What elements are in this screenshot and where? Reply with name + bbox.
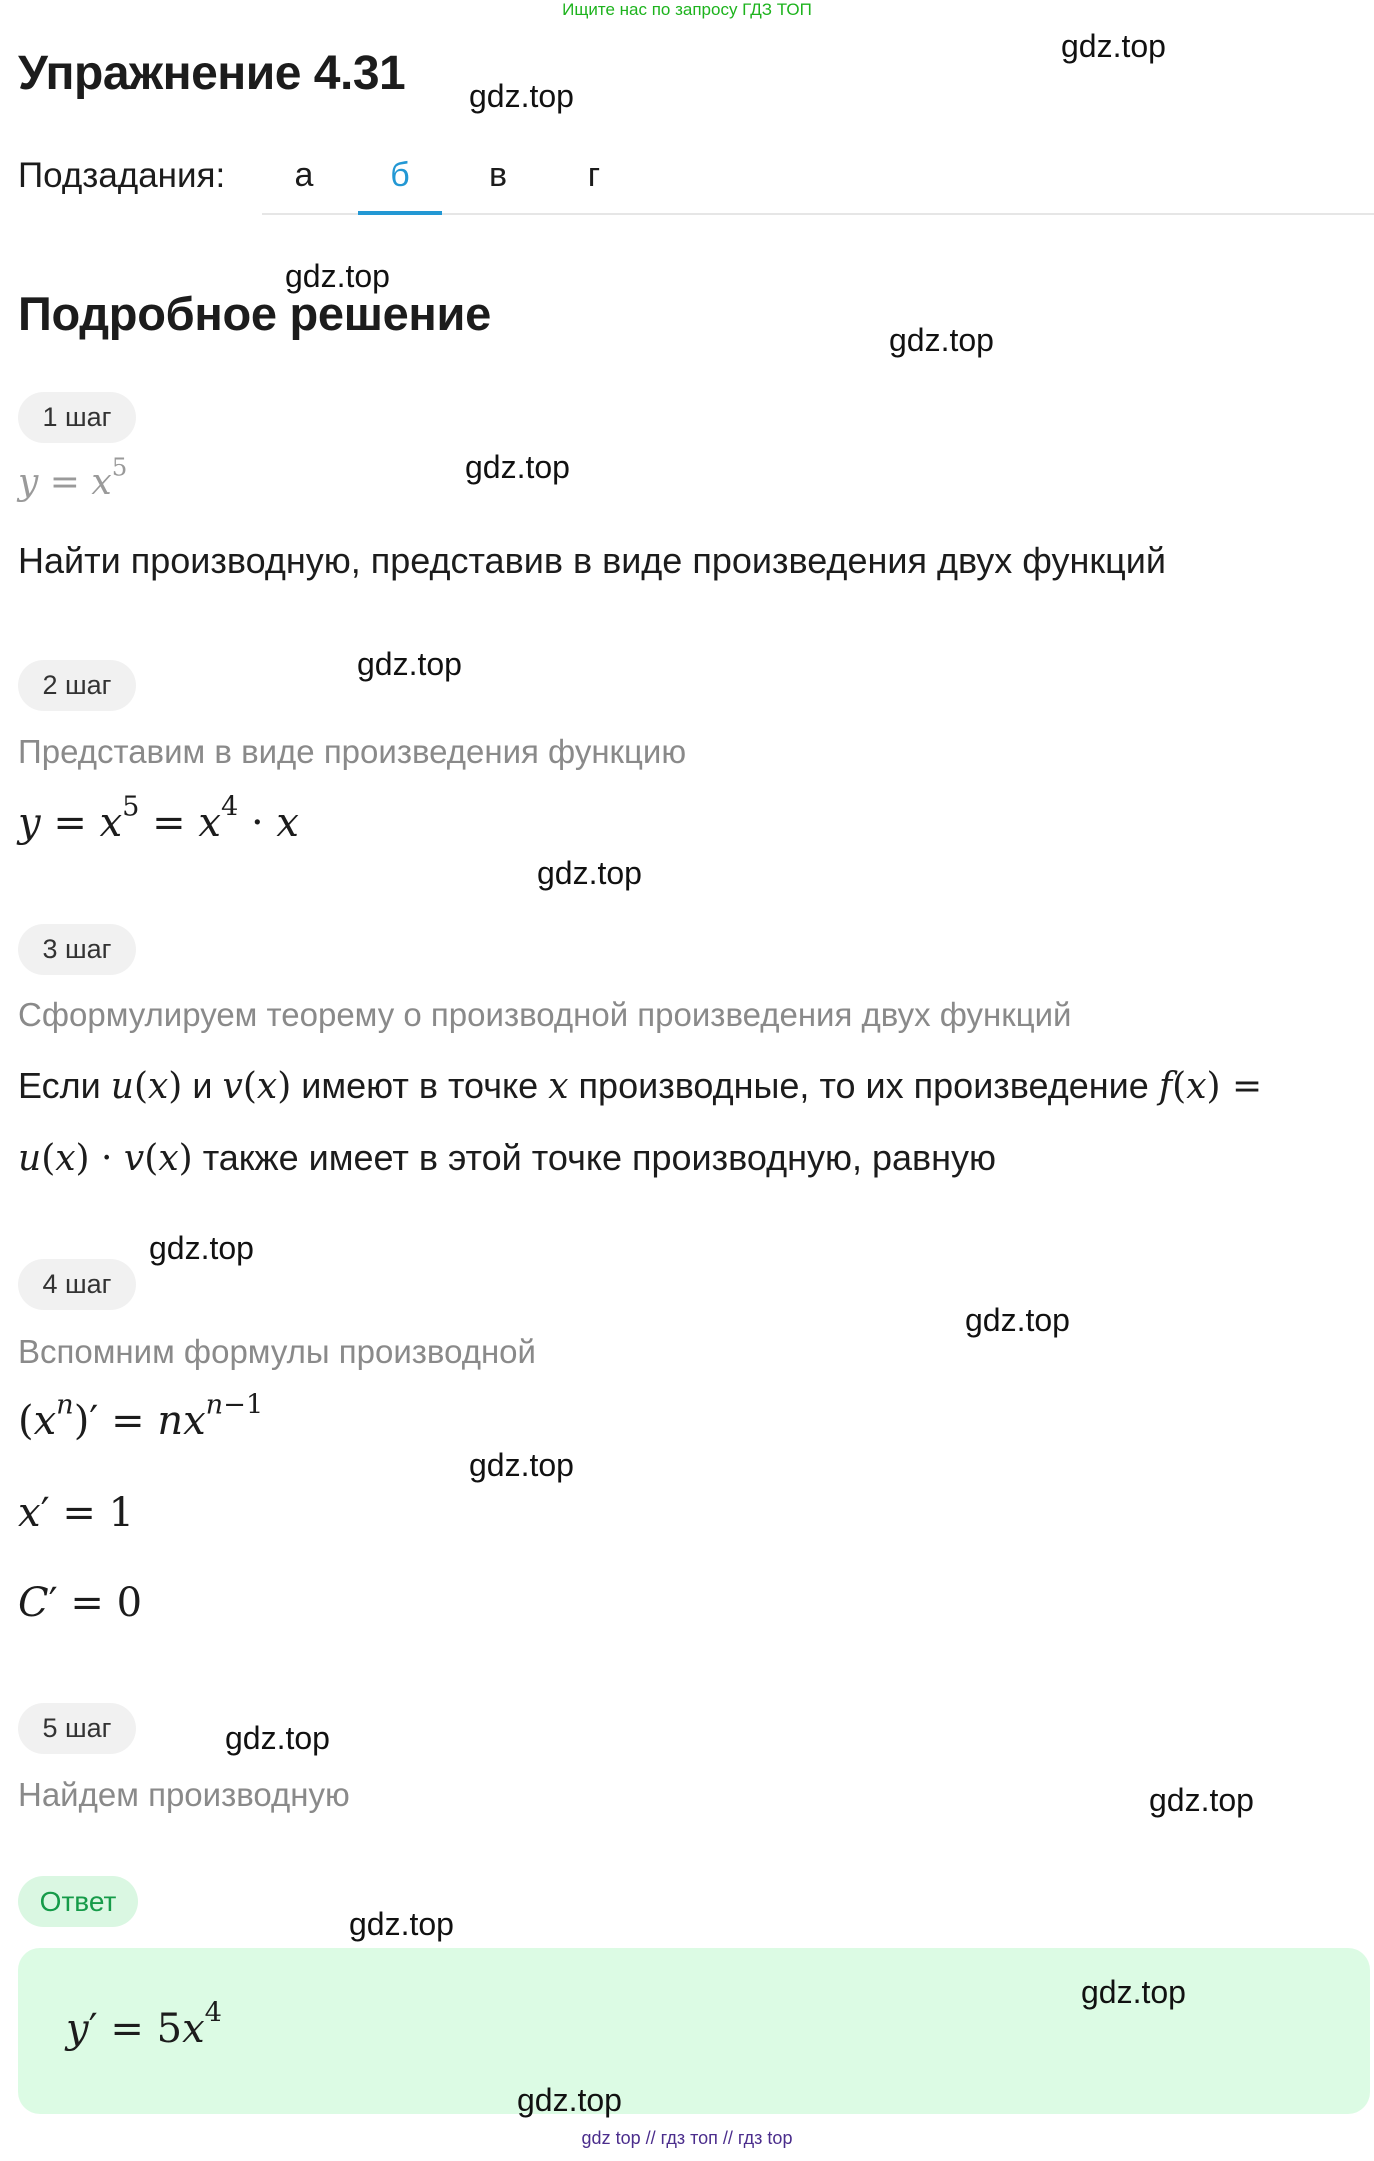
watermark: gdz.top xyxy=(1081,1974,1186,2010)
tab-g[interactable]: г xyxy=(587,156,601,194)
watermark: gdz.top xyxy=(149,1230,254,1266)
step-3-badge: 3 шаг xyxy=(18,924,136,975)
active-tab-indicator xyxy=(358,211,442,215)
step-2-formula: $y = x^5 = x^4 \cdot x$ xyxy=(18,791,299,846)
step-1-formula: $y = x^5$ xyxy=(18,452,128,503)
search-hint: Ищите нас по запросу ГДЗ ТОП xyxy=(562,0,812,19)
theorem-math: u(x) · v(x) xyxy=(18,1138,193,1179)
step-4-badge: 4 шаг xyxy=(18,1259,136,1310)
step-5-badge: 5 шаг xyxy=(18,1703,136,1754)
derivative-of-constant-formula: C′ = 0 xyxy=(18,1580,143,1626)
step-4-caption: Вспомним формулы производной xyxy=(18,1333,536,1370)
theorem-math: x xyxy=(548,1066,569,1107)
watermark: gdz.top xyxy=(965,1302,1070,1338)
derivative-of-x-formula: x′ = 1 xyxy=(18,1490,135,1536)
tab-a[interactable]: а xyxy=(294,156,314,194)
step-2-caption: Представим в виде произведения функцию xyxy=(18,733,687,770)
step-5-caption: Найдем производную xyxy=(18,1776,350,1813)
watermark: gdz.top xyxy=(537,855,642,891)
theorem-math: u(x) xyxy=(110,1066,183,1107)
watermark: gdz.top xyxy=(349,1906,454,1942)
footer-links: gdz top // гдз топ // гдз top xyxy=(581,2128,793,2148)
watermark: gdz.top xyxy=(465,449,570,485)
theorem-text: Если xyxy=(18,1065,101,1106)
theorem-text: имеют в точке xyxy=(301,1065,539,1106)
theorem-text: и xyxy=(192,1065,213,1106)
step-2-badge: 2 шаг xyxy=(18,660,136,711)
watermark: gdz.top xyxy=(285,258,390,294)
answer-formula: $y' = 5x^4$ xyxy=(66,1997,222,2052)
theorem-text: также имеет в этой точке производную, равную xyxy=(202,1137,997,1178)
theorem-math: f(x) = xyxy=(1158,1066,1263,1107)
watermark: gdz.top xyxy=(225,1720,330,1756)
step-3-theorem-line-2 xyxy=(18,1137,996,1179)
step-1-text: Найти производную, представив в виде произведения двух функций xyxy=(18,540,1166,581)
step-3-caption: Сформулируем теорему о производной произведения двух функций xyxy=(18,996,1072,1033)
step-3-theorem-line-1 xyxy=(18,1065,1262,1107)
watermark: gdz.top xyxy=(1149,1782,1254,1818)
step-1-badge: 1 шаг xyxy=(18,392,136,443)
tab-b[interactable]: б xyxy=(390,156,410,194)
watermark: gdz.top xyxy=(889,322,994,358)
answer-badge: Ответ xyxy=(18,1876,138,1927)
page-title: Упражнение 4.31 xyxy=(18,47,406,100)
section-title: Подробное решение xyxy=(18,287,491,340)
theorem-math: v(x) xyxy=(222,1066,292,1107)
watermark: gdz.top xyxy=(1061,28,1166,64)
tab-v[interactable]: в xyxy=(488,156,508,194)
power-rule-formula: $(x^n)' = nx^{n-1}$ xyxy=(18,1389,264,1444)
subtasks-label: Подзадания: xyxy=(18,156,226,195)
watermark: gdz.top xyxy=(469,1447,574,1483)
watermark: gdz.top xyxy=(357,646,462,682)
theorem-text: производные, то их произведение xyxy=(578,1065,1149,1106)
watermark: gdz.top xyxy=(469,78,574,114)
watermark: gdz.top xyxy=(517,2082,622,2118)
